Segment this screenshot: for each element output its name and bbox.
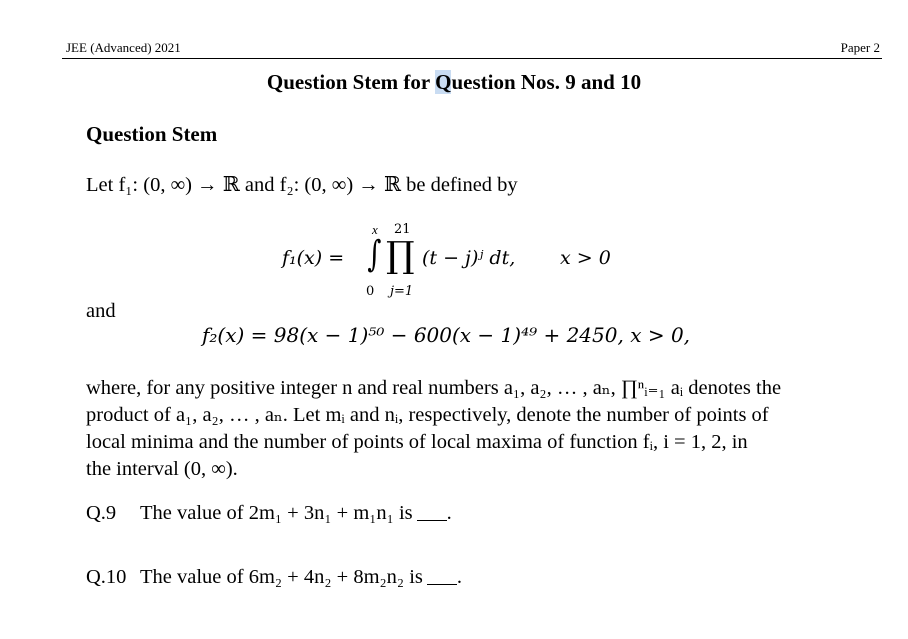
question-9 (86, 502, 452, 525)
intro-line: Let f₁: (0, ∞) → ℝ and f₂: (0, ∞) → ℝ be defined by (86, 174, 518, 196)
integral-upper-limit: x (372, 222, 378, 237)
question-end: . (446, 502, 452, 524)
answer-blank (417, 506, 447, 521)
question-number: Q.10 (86, 566, 127, 588)
equation-f1 (282, 222, 642, 302)
question-text: The value of 2m₁ + 3n₁ + m₁n₁ is (140, 502, 413, 524)
paragraph-line: local minima and the number of points of local maxima of function fᵢ, i = 1, 2, in (86, 431, 748, 453)
equation-f2: f₂(x) = 98(x − 1)⁵⁰ − 600(x − 1)⁴⁹ + 2450, x > 0, (202, 323, 691, 347)
title-selection-highlight: Q (435, 70, 452, 94)
paragraph-line: product of a₁, a₂, … , aₙ. Let mᵢ and nᵢ, respectively, denote the number of points of (86, 404, 769, 426)
title-part-1: Question Stem for (266, 70, 436, 94)
paragraph-line: where, for any positive integer n and real numbers a₁, a₂, … , aₙ, ∏ⁿᵢ₌₁ aᵢ denotes the (86, 377, 782, 399)
section-title (0, 70, 908, 95)
product-upper-limit: 21 (394, 222, 411, 237)
question-10 (86, 566, 462, 589)
integral-symbol-icon: ∫ (367, 234, 382, 275)
question-end: . (456, 566, 462, 588)
title-part-2: uestion Nos. 9 and 10 (451, 70, 642, 94)
header-rule (62, 58, 882, 59)
answer-blank (427, 570, 457, 585)
and-word: and (86, 300, 116, 322)
question-stem-heading: Question Stem (86, 122, 218, 146)
header-paper-number: Paper 2 (840, 40, 880, 55)
eq1-lhs: f₁(x) = (282, 247, 345, 269)
eq1-condition: x > 0 (560, 247, 611, 269)
product-symbol-icon: ∏ (386, 235, 415, 276)
integral-lower-limit: 0 (366, 284, 375, 299)
eq1-integrand: (t − j)ʲ dt, (422, 247, 516, 269)
paragraph-line: the interval (0, ∞). (86, 458, 238, 480)
question-number: Q.9 (86, 502, 117, 524)
product-lower-limit: j=1 (390, 284, 414, 299)
definitions-paragraph (86, 375, 826, 483)
header-exam-name: JEE (Advanced) 2021 (66, 40, 181, 55)
question-text: The value of 6m₂ + 4n₂ + 8m₂n₂ is (140, 566, 423, 588)
